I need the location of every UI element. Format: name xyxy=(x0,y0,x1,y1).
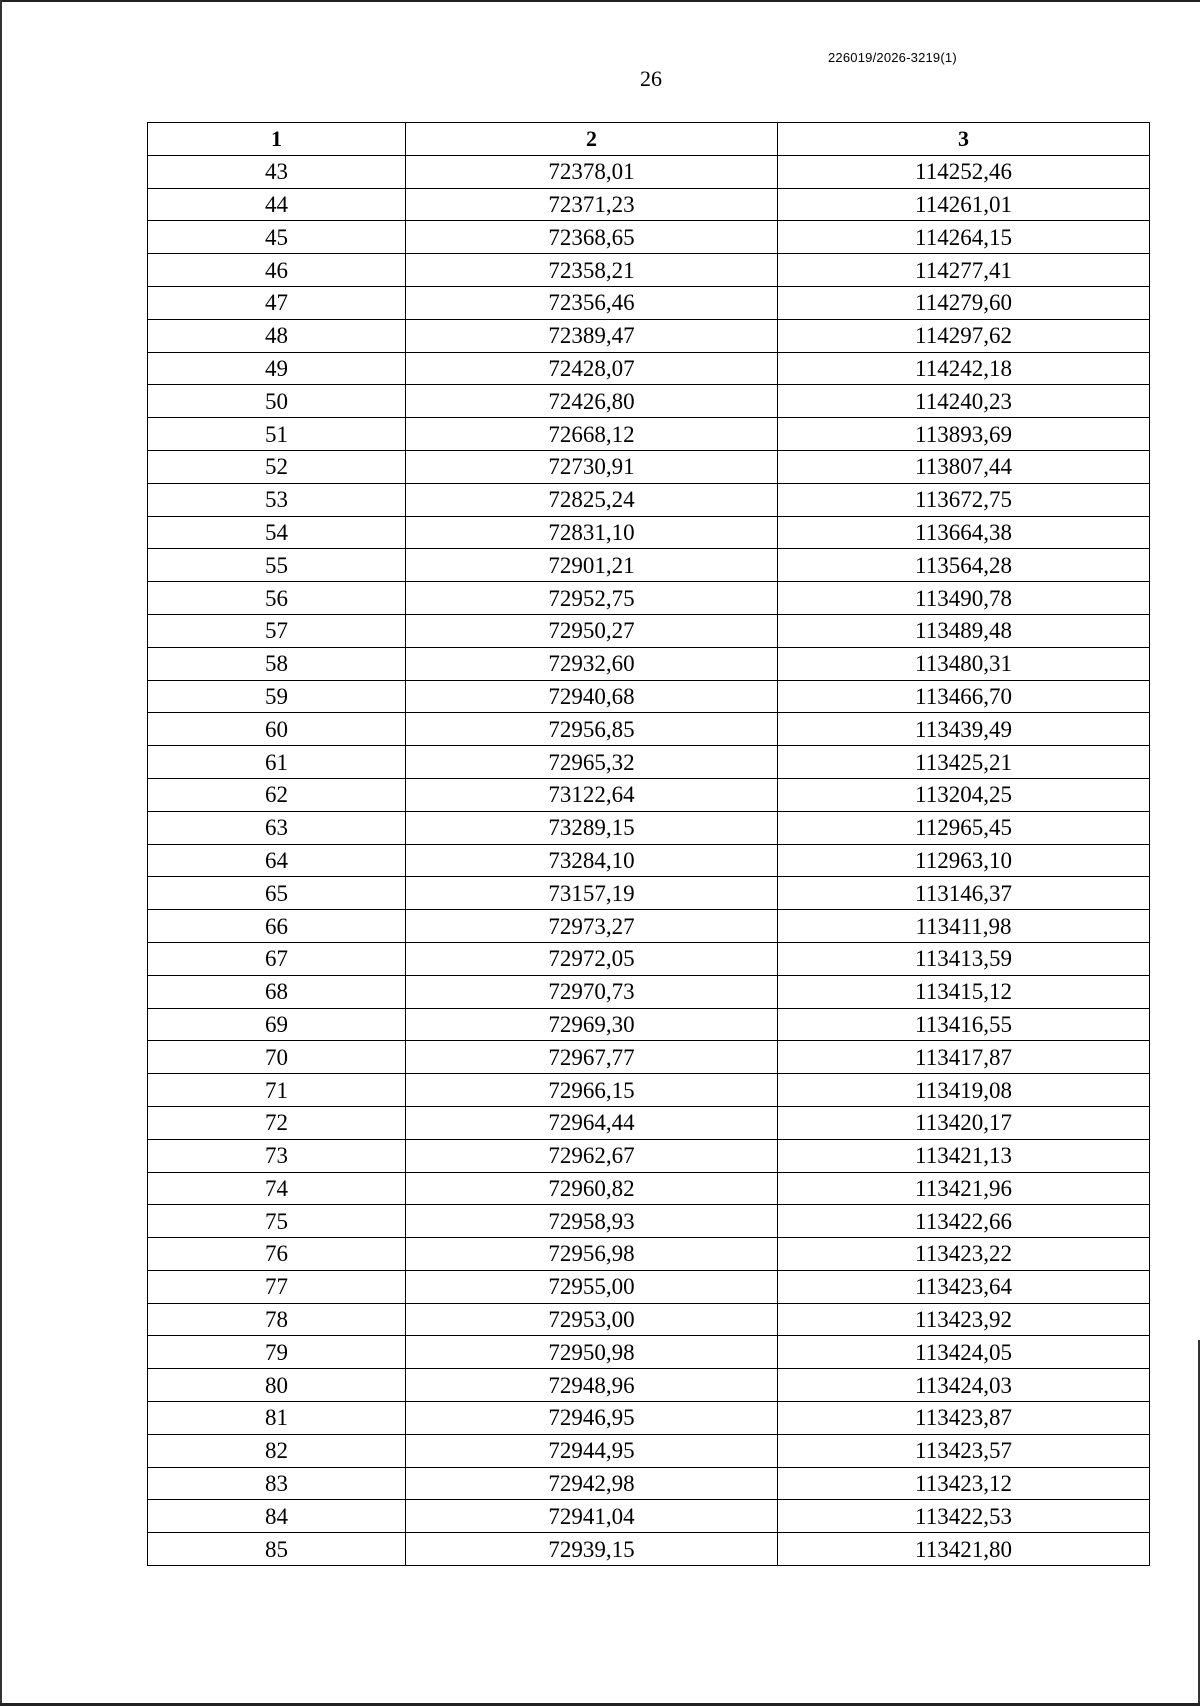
table-cell-col-2: 72378,01 xyxy=(406,155,778,188)
table-row xyxy=(148,680,1150,713)
table-cell-col-1: 60 xyxy=(148,713,406,746)
table-cell-col-3: 113419,08 xyxy=(778,1074,1150,1107)
table-cell-col-1: 63 xyxy=(148,811,406,844)
table-row xyxy=(148,254,1150,287)
table-row xyxy=(148,549,1150,582)
table-cell-col-2: 72730,91 xyxy=(406,450,778,483)
table-cell-col-1: 51 xyxy=(148,418,406,451)
table-cell-col-3: 113466,70 xyxy=(778,680,1150,713)
table-cell-col-2: 72955,00 xyxy=(406,1270,778,1303)
table-cell-col-1: 85 xyxy=(148,1533,406,1566)
document-code: 226019/2026-3219(1) xyxy=(828,50,957,65)
table-row xyxy=(148,1270,1150,1303)
table-row xyxy=(148,1238,1150,1271)
table-row xyxy=(148,1500,1150,1533)
table-cell-col-2: 72944,95 xyxy=(406,1434,778,1467)
table-row xyxy=(148,746,1150,779)
table-row xyxy=(148,1303,1150,1336)
table-cell-col-2: 72932,60 xyxy=(406,647,778,680)
table-cell-col-1: 84 xyxy=(148,1500,406,1533)
table-cell-col-3: 113424,05 xyxy=(778,1336,1150,1369)
table-cell-col-2: 72825,24 xyxy=(406,483,778,516)
table-row xyxy=(148,1008,1150,1041)
table-cell-col-3: 114279,60 xyxy=(778,286,1150,319)
table-row xyxy=(148,1041,1150,1074)
table-row xyxy=(148,582,1150,615)
table-cell-col-1: 78 xyxy=(148,1303,406,1336)
table-cell-col-3: 113421,96 xyxy=(778,1172,1150,1205)
table-cell-col-2: 72958,93 xyxy=(406,1205,778,1238)
table-row xyxy=(148,1369,1150,1402)
table-cell-col-3: 113423,22 xyxy=(778,1238,1150,1271)
table-cell-col-3: 114252,46 xyxy=(778,155,1150,188)
table-header-row xyxy=(148,123,1150,156)
table-cell-col-3: 112965,45 xyxy=(778,811,1150,844)
table-cell-col-1: 53 xyxy=(148,483,406,516)
table-cell-col-3: 113420,17 xyxy=(778,1106,1150,1139)
table-cell-col-2: 73284,10 xyxy=(406,844,778,877)
table-cell-col-3: 113421,80 xyxy=(778,1533,1150,1566)
table-row xyxy=(148,877,1150,910)
table-cell-col-3: 113425,21 xyxy=(778,746,1150,779)
table-cell-col-3: 114264,15 xyxy=(778,221,1150,254)
table-cell-col-1: 72 xyxy=(148,1106,406,1139)
table-cell-col-1: 43 xyxy=(148,155,406,188)
table-row xyxy=(148,352,1150,385)
table-cell-col-3: 113422,66 xyxy=(778,1205,1150,1238)
coordinates-table-container xyxy=(147,122,1149,1566)
table-cell-col-2: 72952,75 xyxy=(406,582,778,615)
table-row xyxy=(148,811,1150,844)
column-header-2: 2 xyxy=(406,123,778,156)
table-cell-col-3: 113413,59 xyxy=(778,942,1150,975)
table-cell-col-3: 113490,78 xyxy=(778,582,1150,615)
table-cell-col-2: 72901,21 xyxy=(406,549,778,582)
table-cell-col-2: 72972,05 xyxy=(406,942,778,975)
table-cell-col-2: 73289,15 xyxy=(406,811,778,844)
table-cell-col-1: 48 xyxy=(148,319,406,352)
table-row xyxy=(148,975,1150,1008)
table-cell-col-2: 72960,82 xyxy=(406,1172,778,1205)
table-row xyxy=(148,188,1150,221)
table-row xyxy=(148,1074,1150,1107)
table-cell-col-3: 113417,87 xyxy=(778,1041,1150,1074)
table-cell-col-2: 72940,68 xyxy=(406,680,778,713)
table-cell-col-3: 113423,87 xyxy=(778,1402,1150,1435)
table-row xyxy=(148,385,1150,418)
table-cell-col-1: 83 xyxy=(148,1467,406,1500)
table-row xyxy=(148,1106,1150,1139)
column-header-1: 1 xyxy=(148,123,406,156)
table-cell-col-1: 65 xyxy=(148,877,406,910)
table-cell-col-1: 73 xyxy=(148,1139,406,1172)
table-cell-col-3: 113423,92 xyxy=(778,1303,1150,1336)
table-cell-col-3: 113204,25 xyxy=(778,778,1150,811)
table-cell-col-2: 73122,64 xyxy=(406,778,778,811)
table-cell-col-2: 72358,21 xyxy=(406,254,778,287)
table-cell-col-3: 114277,41 xyxy=(778,254,1150,287)
table-cell-col-3: 113480,31 xyxy=(778,647,1150,680)
table-cell-col-2: 72941,04 xyxy=(406,1500,778,1533)
table-cell-col-2: 72969,30 xyxy=(406,1008,778,1041)
table-cell-col-1: 75 xyxy=(148,1205,406,1238)
table-cell-col-2: 72668,12 xyxy=(406,418,778,451)
table-cell-col-2: 72956,98 xyxy=(406,1238,778,1271)
table-row xyxy=(148,1402,1150,1435)
table-cell-col-3: 113664,38 xyxy=(778,516,1150,549)
table-cell-col-3: 113489,48 xyxy=(778,614,1150,647)
table-cell-col-2: 72831,10 xyxy=(406,516,778,549)
table-cell-col-2: 72973,27 xyxy=(406,910,778,943)
column-header-3: 3 xyxy=(778,123,1150,156)
table-cell-col-2: 72389,47 xyxy=(406,319,778,352)
table-row xyxy=(148,319,1150,352)
table-cell-col-1: 64 xyxy=(148,844,406,877)
table-cell-col-3: 113422,53 xyxy=(778,1500,1150,1533)
table-cell-col-2: 72950,98 xyxy=(406,1336,778,1369)
table-row xyxy=(148,910,1150,943)
table-cell-col-1: 66 xyxy=(148,910,406,943)
table-row xyxy=(148,1533,1150,1566)
table-row xyxy=(148,1205,1150,1238)
table-cell-col-1: 74 xyxy=(148,1172,406,1205)
scan-edge-top xyxy=(0,0,1200,2)
table-cell-col-3: 114242,18 xyxy=(778,352,1150,385)
table-cell-col-1: 56 xyxy=(148,582,406,615)
table-cell-col-1: 77 xyxy=(148,1270,406,1303)
table-cell-col-3: 113423,12 xyxy=(778,1467,1150,1500)
table-cell-col-1: 68 xyxy=(148,975,406,1008)
table-cell-col-3: 112963,10 xyxy=(778,844,1150,877)
table-cell-col-1: 55 xyxy=(148,549,406,582)
table-row xyxy=(148,286,1150,319)
table-cell-col-2: 72956,85 xyxy=(406,713,778,746)
table-cell-col-1: 82 xyxy=(148,1434,406,1467)
table-cell-col-1: 46 xyxy=(148,254,406,287)
table-cell-col-3: 113439,49 xyxy=(778,713,1150,746)
table-cell-col-3: 114261,01 xyxy=(778,188,1150,221)
table-cell-col-3: 113421,13 xyxy=(778,1139,1150,1172)
table-cell-col-3: 113415,12 xyxy=(778,975,1150,1008)
table-row xyxy=(148,713,1150,746)
coordinates-table xyxy=(147,122,1150,1566)
table-cell-col-2: 72950,27 xyxy=(406,614,778,647)
table-cell-col-2: 72970,73 xyxy=(406,975,778,1008)
table-row xyxy=(148,1172,1150,1205)
table-cell-col-2: 72426,80 xyxy=(406,385,778,418)
table-cell-col-2: 72946,95 xyxy=(406,1402,778,1435)
table-cell-col-3: 113424,03 xyxy=(778,1369,1150,1402)
table-cell-col-3: 113416,55 xyxy=(778,1008,1150,1041)
table-cell-col-2: 72948,96 xyxy=(406,1369,778,1402)
table-row xyxy=(148,1139,1150,1172)
table-cell-col-1: 44 xyxy=(148,188,406,221)
table-row xyxy=(148,647,1150,680)
table-cell-col-2: 73157,19 xyxy=(406,877,778,910)
table-cell-col-2: 72964,44 xyxy=(406,1106,778,1139)
table-cell-col-3: 113807,44 xyxy=(778,450,1150,483)
table-cell-col-2: 72371,23 xyxy=(406,188,778,221)
table-cell-col-2: 72967,77 xyxy=(406,1041,778,1074)
table-row xyxy=(148,221,1150,254)
table-row xyxy=(148,844,1150,877)
table-cell-col-3: 113146,37 xyxy=(778,877,1150,910)
table-cell-col-2: 72428,07 xyxy=(406,352,778,385)
table-row xyxy=(148,1434,1150,1467)
table-cell-col-1: 79 xyxy=(148,1336,406,1369)
table-row xyxy=(148,942,1150,975)
table-cell-col-3: 113411,98 xyxy=(778,910,1150,943)
table-cell-col-1: 52 xyxy=(148,450,406,483)
table-cell-col-3: 114297,62 xyxy=(778,319,1150,352)
table-row xyxy=(148,418,1150,451)
table-body xyxy=(148,155,1150,1565)
table-cell-col-1: 45 xyxy=(148,221,406,254)
table-cell-col-1: 58 xyxy=(148,647,406,680)
table-row xyxy=(148,614,1150,647)
table-cell-col-2: 72942,98 xyxy=(406,1467,778,1500)
table-cell-col-1: 70 xyxy=(148,1041,406,1074)
table-cell-col-1: 81 xyxy=(148,1402,406,1435)
table-cell-col-1: 59 xyxy=(148,680,406,713)
table-cell-col-2: 72966,15 xyxy=(406,1074,778,1107)
table-cell-col-1: 47 xyxy=(148,286,406,319)
table-row xyxy=(148,155,1150,188)
scan-edge-left xyxy=(0,0,2,1706)
table-row xyxy=(148,778,1150,811)
table-cell-col-3: 113672,75 xyxy=(778,483,1150,516)
table-cell-col-1: 80 xyxy=(148,1369,406,1402)
table-cell-col-1: 57 xyxy=(148,614,406,647)
table-cell-col-3: 113423,57 xyxy=(778,1434,1150,1467)
table-cell-col-1: 61 xyxy=(148,746,406,779)
table-cell-col-2: 72965,32 xyxy=(406,746,778,779)
table-cell-col-2: 72962,67 xyxy=(406,1139,778,1172)
table-row xyxy=(148,516,1150,549)
table-cell-col-1: 49 xyxy=(148,352,406,385)
table-cell-col-1: 54 xyxy=(148,516,406,549)
table-cell-col-3: 113893,69 xyxy=(778,418,1150,451)
page-number: 26 xyxy=(640,66,662,91)
table-row xyxy=(148,1336,1150,1369)
table-cell-col-1: 67 xyxy=(148,942,406,975)
table-cell-col-2: 72368,65 xyxy=(406,221,778,254)
table-row xyxy=(148,450,1150,483)
table-row xyxy=(148,483,1150,516)
table-cell-col-1: 69 xyxy=(148,1008,406,1041)
table-cell-col-3: 113423,64 xyxy=(778,1270,1150,1303)
table-cell-col-1: 76 xyxy=(148,1238,406,1271)
table-cell-col-2: 72939,15 xyxy=(406,1533,778,1566)
table-cell-col-3: 114240,23 xyxy=(778,385,1150,418)
table-cell-col-1: 50 xyxy=(148,385,406,418)
table-cell-col-1: 62 xyxy=(148,778,406,811)
table-cell-col-2: 72953,00 xyxy=(406,1303,778,1336)
table-cell-col-1: 71 xyxy=(148,1074,406,1107)
table-row xyxy=(148,1467,1150,1500)
table-cell-col-2: 72356,46 xyxy=(406,286,778,319)
table-cell-col-3: 113564,28 xyxy=(778,549,1150,582)
